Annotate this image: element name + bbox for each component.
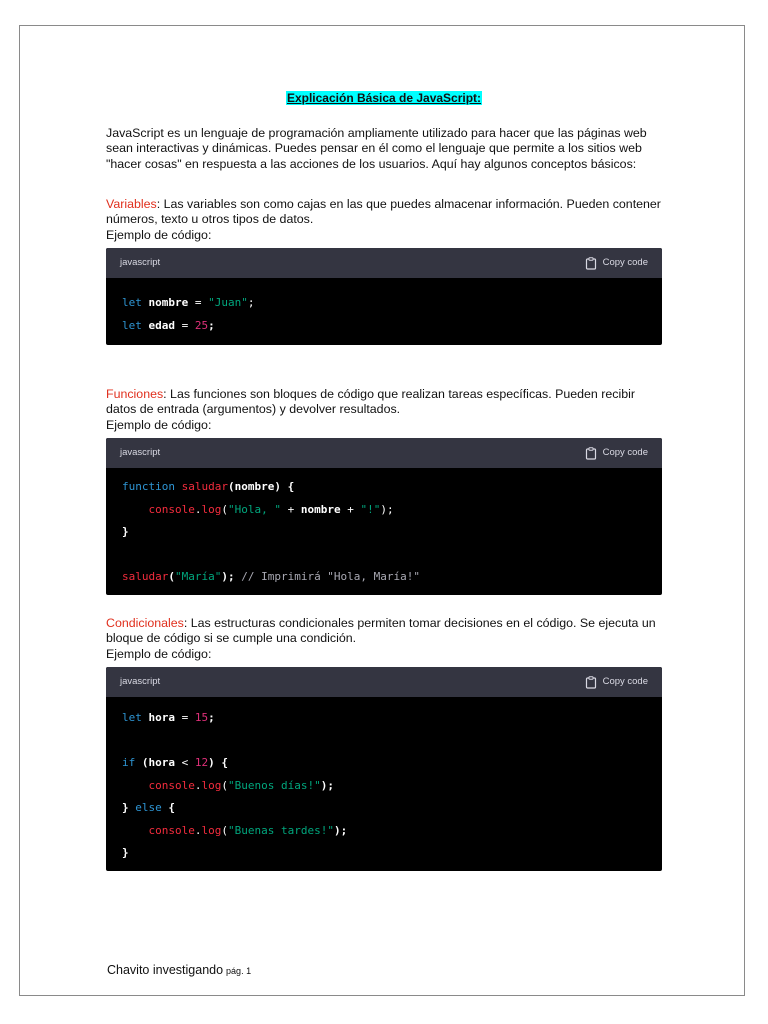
code-token: // Imprimirá "Hola, María!"	[241, 570, 421, 583]
code-token: 15	[194, 711, 209, 724]
code-token	[175, 480, 182, 493]
code-line	[122, 521, 646, 544]
code-token	[122, 503, 149, 516]
code-token: (	[221, 823, 228, 837]
code-line	[122, 775, 646, 798]
example-label: Ejemplo de código:	[106, 417, 212, 432]
page-number: pág. 1	[226, 966, 252, 976]
code-token: "Juan"	[208, 296, 248, 309]
code-line	[122, 707, 646, 730]
code-token: .	[194, 823, 202, 837]
code-token: (	[168, 570, 175, 583]
code-token: "!"	[360, 502, 381, 516]
page-footer	[107, 963, 251, 977]
code-line	[122, 752, 646, 775]
code-token: (	[221, 778, 228, 792]
code-line	[122, 797, 646, 820]
term-variables: Variables	[106, 197, 157, 211]
copy-code-label: Copy code	[602, 676, 648, 688]
code-block-condicionales	[106, 667, 662, 871]
code-body	[106, 697, 662, 871]
code-token: hora	[141, 711, 182, 724]
clipboard-icon	[585, 257, 597, 270]
code-header	[106, 438, 662, 468]
code-token: saludar	[181, 480, 228, 493]
intro-paragraph: JavaScript es un lenguaje de programación ampliamente utilizado para hacer que las páginas web sean interactivas y dinámicas. Puedes pensar en él como el lenguaje que permite a los sitios web "hacer cosas" en respuesta a las acciones de los usuarios. Aquí hay algunos conceptos básicos:	[106, 126, 647, 171]
copy-code-button[interactable]	[585, 255, 648, 270]
code-body	[106, 278, 662, 345]
code-token: "Hola, "	[227, 502, 281, 516]
code-token: else	[135, 801, 162, 814]
section-funciones	[106, 387, 662, 433]
code-token: );	[333, 823, 348, 837]
code-token: }	[122, 801, 136, 814]
copy-code-label: Copy code	[602, 257, 648, 269]
code-token: ;	[247, 296, 255, 309]
code-token: log	[201, 778, 222, 792]
copy-code-button[interactable]	[585, 674, 648, 689]
section-funciones-text: : Las funciones son bloques de código que realizan tareas específicas. Pueden recibir datos de entrada (argumentos) y devolver resultados.	[106, 387, 636, 417]
code-token	[122, 824, 149, 837]
term-funciones: Funciones	[106, 387, 164, 401]
code-lang-label: javascript	[120, 447, 161, 459]
copy-code-button[interactable]	[585, 445, 648, 460]
section-condicionales	[106, 616, 662, 662]
code-token: let	[122, 296, 142, 309]
code-token: let	[122, 711, 142, 724]
code-token: (nombre) {	[227, 480, 295, 493]
code-token: +	[340, 502, 361, 516]
example-label: Ejemplo de código:	[106, 227, 212, 242]
section-variables	[106, 197, 662, 243]
code-token: nombre	[300, 502, 341, 516]
clipboard-icon	[585, 676, 597, 689]
code-token: 25	[194, 318, 209, 332]
code-line	[122, 730, 646, 753]
code-token: console	[148, 823, 195, 837]
code-token: function	[122, 480, 175, 493]
code-token: saludar	[122, 570, 169, 583]
code-lang-label: javascript	[120, 676, 161, 688]
code-block-funciones	[106, 438, 662, 595]
code-token: "María"	[174, 570, 222, 583]
code-line	[122, 544, 646, 567]
code-token: let	[122, 318, 142, 332]
code-token: <	[181, 756, 195, 769]
code-token: +	[280, 502, 301, 516]
code-token: {	[161, 801, 175, 814]
code-token: .	[194, 778, 202, 792]
code-token: console	[148, 778, 195, 792]
example-label: Ejemplo de código:	[106, 646, 212, 661]
code-token: =	[194, 296, 209, 309]
code-line	[122, 820, 646, 843]
section-variables-text: : Las variables son como cajas en las que puedes almacenar información. Pueden contener números, texto u otros tipos de datos.	[106, 197, 661, 227]
code-token: }	[122, 525, 129, 538]
code-block-variables	[106, 248, 662, 345]
code-line	[122, 842, 646, 865]
code-token	[122, 779, 149, 792]
code-line	[122, 315, 646, 338]
code-header	[106, 667, 662, 697]
code-token: (	[221, 502, 228, 516]
code-token: 12	[194, 756, 209, 769]
code-token: =	[181, 711, 195, 724]
page-title: Explicación Básica de JavaScript:	[286, 91, 482, 105]
code-token: .	[194, 502, 202, 516]
code-token: );	[320, 778, 334, 792]
code-token: "Buenos días!"	[227, 778, 321, 792]
code-line	[122, 499, 646, 522]
copy-code-label: Copy code	[602, 447, 648, 459]
code-token: =	[181, 318, 195, 332]
code-token: nombre	[141, 296, 195, 309]
code-token: "Buenas tardes!"	[227, 823, 334, 837]
code-line	[122, 476, 646, 499]
title-wrap	[106, 91, 662, 106]
code-token: ;	[208, 711, 215, 724]
footer-text: Chavito investigando	[107, 963, 224, 977]
code-token: edad	[141, 318, 182, 332]
code-token: }	[122, 846, 129, 859]
code-token: console	[148, 502, 195, 516]
code-token: log	[201, 823, 222, 837]
code-body	[106, 468, 662, 595]
code-token: ;	[208, 318, 215, 332]
clipboard-icon	[585, 447, 597, 460]
code-token: if	[122, 756, 136, 769]
term-condicionales: Condicionales	[106, 616, 184, 630]
code-token: (hora	[135, 756, 182, 769]
code-line	[122, 292, 646, 315]
section-condicionales-text: : Las estructuras condicionales permiten tomar decisiones en el código. Se ejecuta un bloque de código si se cumple una condición.	[106, 616, 656, 646]
code-header	[106, 248, 662, 278]
code-token: log	[201, 502, 222, 516]
code-lang-label: javascript	[120, 257, 161, 269]
code-token: );	[221, 570, 242, 583]
code-token: ) {	[208, 756, 228, 769]
code-token: );	[380, 502, 394, 516]
code-line	[122, 566, 646, 589]
